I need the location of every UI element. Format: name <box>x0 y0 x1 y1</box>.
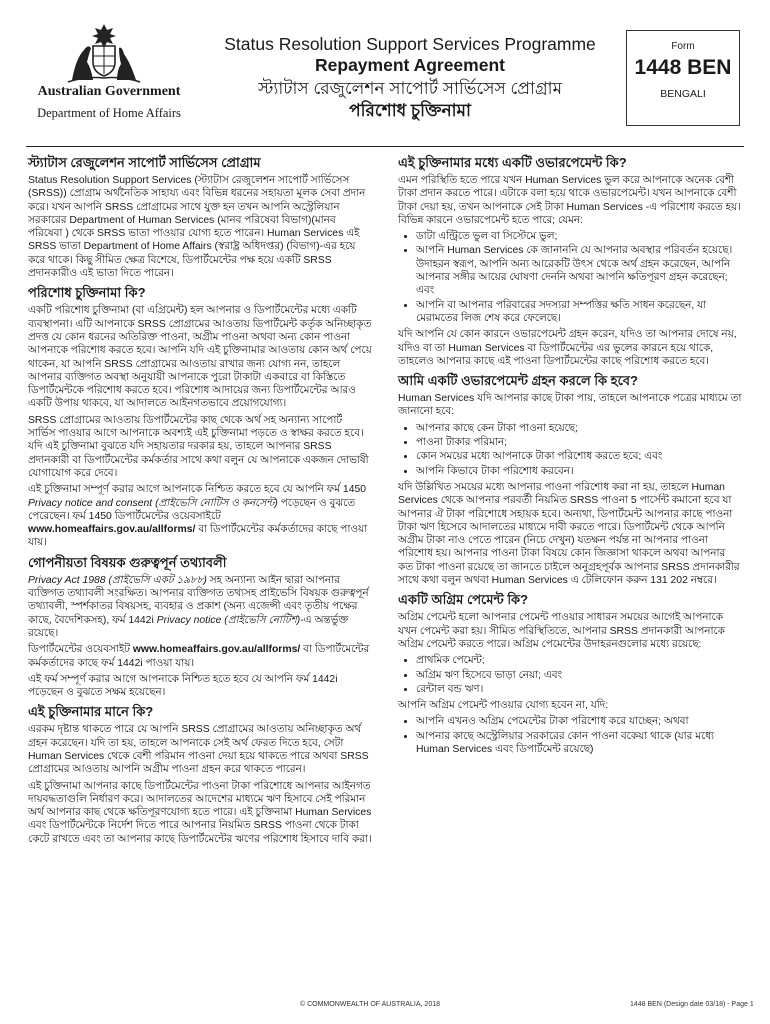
section-heading-advance-payment: একটি অগ্রিম পেমেন্ট কি? <box>398 592 529 608</box>
left-column <box>28 150 372 849</box>
form-titles <box>218 34 602 122</box>
list-item: • আপনার কাছে কেন টাকা পাওনা হয়েছে; <box>416 422 742 435</box>
agreement-title: Repayment Agreement <box>315 55 505 75</box>
list-item: • পাওনা টাকার পরিমান; <box>416 436 742 449</box>
list-item: • আপনার কাছে অস্ট্রেলিয়ার সরকারের কোন পাওনা বকেয়া থাকে (যার মধ্যে Human Services এবং ডিপার্টমেন্ট রয়েছে) <box>416 730 742 757</box>
section-heading-receive-overpayment: আমি একটি ওভারপেমেন্ট গ্রহন করলে কি হবে? <box>398 373 638 389</box>
act-title: Privacy Act 1988 (প্রাইভেসি একট ১৯৮৮) <box>28 574 207 586</box>
paragraph: এরকম দৃষ্টান্ত থাকতে পারে যে আপনি SRSS প্রোগ্রামের আওতায় অনিচ্ছাকৃত অর্থ গ্রহন করেছেন। যদি তা হয়, তাহলে আপনাকে সেই অর্থ ফেরত দিতে হবে, সেটা Human Services থেকে বেশী পরিমান পাওনা দেয়া হয়ে থাকতে পারে অথবা SRSS প্রোগ্রামের আওতায় আপনি অগ্রীম পাওনা গ্রহন করে থাকতে পারেন। <box>28 724 369 776</box>
section-heading-srss: স্ট্যাটাস রেজুলেশন সাপোর্ট সার্ভিসেস প্রোগ্রাম <box>28 155 261 170</box>
bullet-list <box>398 715 742 756</box>
form-label: Form <box>671 41 695 52</box>
agreement-title-bengali: পরিশোধ চুক্তিনামা <box>349 101 471 120</box>
section-heading-meaning: এই চুক্তিনামার মানে কি? <box>28 704 154 720</box>
bullet-list <box>398 654 742 696</box>
text: ডিপার্টমেন্টের ওয়েবসাইট <box>28 644 130 656</box>
paragraph <box>28 574 372 640</box>
section-heading-overpayment: এই চুক্তিনামার মধ্যে একটি ওভারপেমেন্ট কি? <box>398 155 627 170</box>
text: -এ অন্তর্ভুক্ত রয়েছে। <box>28 614 349 639</box>
paragraph <box>28 643 372 670</box>
form-title: Privacy notice (প্রাইভেসি নোটিশ) <box>156 614 301 626</box>
copyright-footer: © COMMONWEALTH OF AUSTRALIA, 2018 <box>300 1001 440 1008</box>
paragraph: আপনি অগ্রিম পেমেন্ট পাওয়ার যোগ্য হবেন না, যদি: <box>398 700 609 712</box>
programme-title-bengali: স্ট্যাটাস রেজুলেশন সাপোর্ট সার্ভিসেস প্রোগ্রাম <box>257 79 563 98</box>
department-title: Department of Home Affairs <box>37 106 181 120</box>
list-item: • অগ্রিম ঋণ হিসেবে ভাড়া নেয়া; এবং <box>416 669 742 682</box>
form-language: BENGALI <box>660 88 706 100</box>
header-divider <box>26 146 744 147</box>
list-item: • আপনি কিভাবে টাকা পরিশোধ করবেন। <box>416 465 742 478</box>
text: বা ডিপার্টমেন্টের কর্মকর্তাদের কাছে ফর্ম 1442i পাওয়া যায়। <box>28 644 370 669</box>
list-item: • আপনি বা আপনার পরিবারের সদস্যরা সম্পত্তির ক্ষতি সাধন করেছেন, যা মেরামতের লিজ শেষ করে ফেলেছে। <box>416 299 742 326</box>
paragraph: এই ফর্ম সম্পূর্ণ করার আগে আপনাকে নিশ্চিত হতে হবে যে আপনি ফর্ম 1442i পড়েছেন ও বুঝতে সক্ষম হয়েছেন। <box>28 673 338 699</box>
bullet-list <box>398 230 742 325</box>
paragraph: যদি আপনি যে কোন কারনে ওভারপেমেন্ট গ্রহন করেন, যদিও তা আপনার দোষে নয়, যদিও বা তা Human Services বা ডিপার্টমেন্টের এর ভুলের কারনে হয়ে থাকে, তাহলেও আপনার কাছে এই পাওনা ডিপার্টমেন্টের কাছে পরিশোধ করতে হবে। <box>398 329 737 367</box>
list-item: • রেন্টাল বন্ড ঋণ। <box>416 683 742 696</box>
list-item: • ডাটা এন্ট্রিতে ভুল বা সিস্টেমে ভুল; <box>416 230 742 243</box>
form-title: Privacy notice and consent (প্রাইভেসি নোটিস ও কনসেন্ট) <box>28 497 278 509</box>
list-item: • প্রাথমিক পেমেন্ট; <box>416 654 742 667</box>
list-item: • কোন সময়ের মধ্যে আপনাকে টাকা পরিশোধ করতে হবে; এবং <box>416 450 742 463</box>
government-title: Australian Government <box>37 84 181 99</box>
section-heading-repayment-agreement: পরিশোধ চুক্তিনামা কি? <box>28 285 146 301</box>
list-item: • আপনি এখনও অগ্রিম পেমেন্টের টাকা পরিশোধ করে যাচ্ছেন; অথবা <box>416 715 742 728</box>
text: এই চুক্তিনামা সম্পূর্ণ করার আগে আপনাকে নিশ্চিত করতে হবে যে আপনি ফর্ম 1450 <box>28 484 367 496</box>
paragraph: যদি উল্লিখিত সময়ের মধ্যে আপনার পাওনা পরিশোধ করা না হয়, তাহলে Human Services থেকে আপনার পরবর্তী নিয়মিত SRSS পাওনা 5 পার্সেন্ট কমানো হবে যা আপনার ঐ টাকা পরিশোধে সহায়ক হবে। অন্যথা, ডিপার্টমেন্ট আপনার কাছে পাওনা টাকা ঋণ হিসেবে আদালতের মাধ্যমে দাবী করতে পারে। ডিপার্টমেন্ট থেকে আপনি অগ্রীম টাকা নাও পেতে পারেন (নিচে দেখুন) যতক্ষন পর্যন্ত না আপনার পাওনা পরিশোধ হয়। আপনার পাওনা টাকা বিষয়ে কোন জিজ্ঞাসা থাকলে অথবা আপনার কত টাকা পাওনা রয়েছে তা জানতে চাইলে অনুগ্রহপূর্বক আপনার SRSS প্রদানকারীর সাথে কথা বলুন অথবা Human Services এ টেলিফোন করুন 131 202 নম্বরে। <box>398 481 740 587</box>
paragraph: এই চুক্তিনামা আপনার কাছে ডিপার্টমেন্টের পাওনা টাকা পরিশোধে আপনার আইনগত দায়বদ্ধতাগুলি নির্ধারণ করে। আদালতের আদেশের মাধ্যমে ঋণ হিসাবে সেই পরিমান অর্থ আপনার কাছ থেকে ক্ষতিপূরণযোগ্য হতে পারে। এই চুক্তিনামা Human Services এবং ডিপার্টমেন্টকে নির্দেশ দিতে পারে আপনার নিয়মিত SRSS পাওনা থেকে টাকা কেটে রাখতে এবং তা আপনার কাছে ডিপার্টমেন্টের ঋণের পরিশোধ হিসাবে দাবি করা। <box>28 780 372 845</box>
coat-of-arms-icon <box>66 22 142 84</box>
forms-link[interactable]: www.homeaffairs.gov.au/allforms/ <box>28 524 196 536</box>
text: পড়েছেন ও বুঝতে পেরেছেন। ফর্ম 1450 ডিপার্টমেন্টের ওয়েবসাইটে <box>28 497 356 522</box>
paragraph <box>28 483 372 549</box>
paragraph: একটি পরিশোধ চুক্তিনামা (বা এগ্রিমেন্ট) হল আপনার ও ডিপার্টমেন্টের মধ্যে একটি ব্যবস্থাপনা। এটি আপনাকে SRSS প্রোগ্রামের আওতায় ডিপার্টমেন্ট কর্তৃক অনিচ্ছাকৃত প্রদত্ত যে কোন ধরনের অতিরিক্ত পাওনা, অগ্রীম পাওনা অথবা অন্য কোন পাওনা আপনাকে পরিশোধ করতে হবে। আপনি যদি এই চুক্তিনামার আওতায় কোন অর্থ পেয়ে থাকেন, যা আপনি SRSS প্রোগ্রামের আওতায় রাখার জন্য যোগ্য নন, তাহলে আপনার ব্যক্তিগত অবস্থা অনুযায়ী আপনাকে পুরো টাকাটা একবারে বা কিস্তিতে ডিপার্টমেন্টকে পরিশোধ করতে হবে। পরিশোধ আদায়ের জন্য ডিপার্টমেন্টের আরও একটি উপায় থাকবে, যা আদালতে আইনগতভাবে প্রয়োগযোগ্য। <box>28 305 372 410</box>
list-item: • আপনি Human Services কে জানাননি যে আপনার অবস্থার পরিবর্তন হয়েছে। উদাহরন স্বরূপ, আপনি অন্য আরেকটি উৎস থেকে অর্থ গ্রহন করেছেন, আপনি আপনার সঙ্গীর আয়ের ঘোষণা দেননি অথবা আপনি ক্ষতিপূরণ গ্রহন করেছেন; এবং <box>416 244 742 297</box>
form-number: 1448 BEN <box>634 56 732 79</box>
paragraph: অগ্রিম পেমেন্ট হলো আপনার পেমেন্ট পাওয়ার সাধারন সময়ের আগেই আপনাকে যখন পেমেন্ট করা হয়। সীমিত পরিস্থিতিতে, আপনার SRSS প্রদানকারী আপনাকে অগ্রিম পেমেন্ট করতে পারে। অগ্রিম পেমেন্টের উদাহরনগুলোর মধ্যে রয়েছে: <box>398 612 725 650</box>
paragraph: SRSS প্রোগ্রামের আওতায় ডিপার্টমেন্টের কাছ থেকে অর্থ সহ অন্যান্য সাপোর্ট সার্ভিস পাওয়ার আগে আপনাকে অবশ্যই এই চুক্তিনামা পড়তে ও স্বাক্ষর করতে হবে। যদি এই চুক্তিনামা বুঝতে যদি সহায়তার দরকার হয়, তাহলে আপনার SRSS প্রদানকারী বা ডিপার্টমেন্টের কর্মকর্তার সাথে কথা বলুন যে আপনাকে একজন দোভাষী যোগাযোগ করে দেবে। <box>28 414 369 479</box>
section-heading-privacy: গোপনীয়তা বিষয়ক গুরুত্বপূর্ন তথ্যাবলী <box>28 554 227 570</box>
form-id-box <box>626 30 740 126</box>
page-header <box>0 0 770 150</box>
paragraph: Human Services যদি আপনার কাছে টাকা পায়, তাহলে আপনাকে পত্রের মাধ্যমে তা জানানো হবে: <box>398 393 742 418</box>
text: বা ডিপার্টমেন্টের কর্মকর্তাদের কাছে পাওয়া যায়। <box>28 524 368 549</box>
paragraph: Status Resolution Support Services (স্ট্যাটাস রেজুলেশন সাপোর্ট সার্ভিসেস (SRSS)) প্রোগ্রাম অর্থনৈতিক সাহায্য এবং বিভিন্ন ধরনের সহায়তা মূলক সেবা প্রদান করে। যখন আপনি SRSS প্রোগ্রামের সাথে যুক্ত হন তখন আপনি অস্ট্রেলিয়ান সরকারের Department of Human Services (মানব পরিষেবা বিভাগ)(মানব পরিষেবা ) থেকে SRSS ভাতা পাওয়ার যোগ্য হতে পারেন। Human Services এই SRSS ভাতা Department of Home Affairs (স্বরাষ্ট্র অধিদপ্তর) (বিভাগ)-এর হয়ে করে থাকে। কিছু সীমিত ক্ষেত্র বিশেষে, ডিপার্টমেন্টের পক্ষ হয়ে একটি SRSS প্রদানকারীও এই ভাতা দিতে পারেন। <box>28 175 366 280</box>
paragraph: এমন পরিস্থিতি হতে পারে যখন Human Services ভুল করে আপনাকে অনেক বেশী টাকা প্রদান করতে পারে। এটাকে বলা হয়ে থাকে ওভারপেমেন্ট। যখন আপনাকে বেশী টাকা দেয়া হয়, তখন আপনাকে সেই টাকা Human Services -এ পরিশোধ করতে হয়। বিভিন্ন কারনে ওভারপেমেন্ট হতে পারে; যেমন: <box>398 175 741 226</box>
text: সহ অন্যান্য আইন দ্বারা আপনার ব্যক্তিগত তথ্যাবলী সংরক্ষিত। আপনার ব্যক্তিগত তথ্যসহ প্রাইভেসি বিষয়ক গুরুত্বপূর্ন তথ্যাবলী, স্পর্শকাতর বিষয়সহ, ব্যবহার ও প্রকাশ (অন্য এজেন্সী এবং তৃতীয় পক্ষের কাছে, বৈদেশিকসহ), ফর্ম 1442i <box>28 574 369 626</box>
page-footer: 1448 BEN (Design date 03/18) - Page 1 <box>630 1001 754 1008</box>
programme-title: Status Resolution Support Services Programme <box>224 34 596 54</box>
forms-link[interactable]: www.homeaffairs.gov.au/allforms/ <box>132 644 301 656</box>
right-column <box>398 150 742 759</box>
bullet-list <box>398 422 742 478</box>
